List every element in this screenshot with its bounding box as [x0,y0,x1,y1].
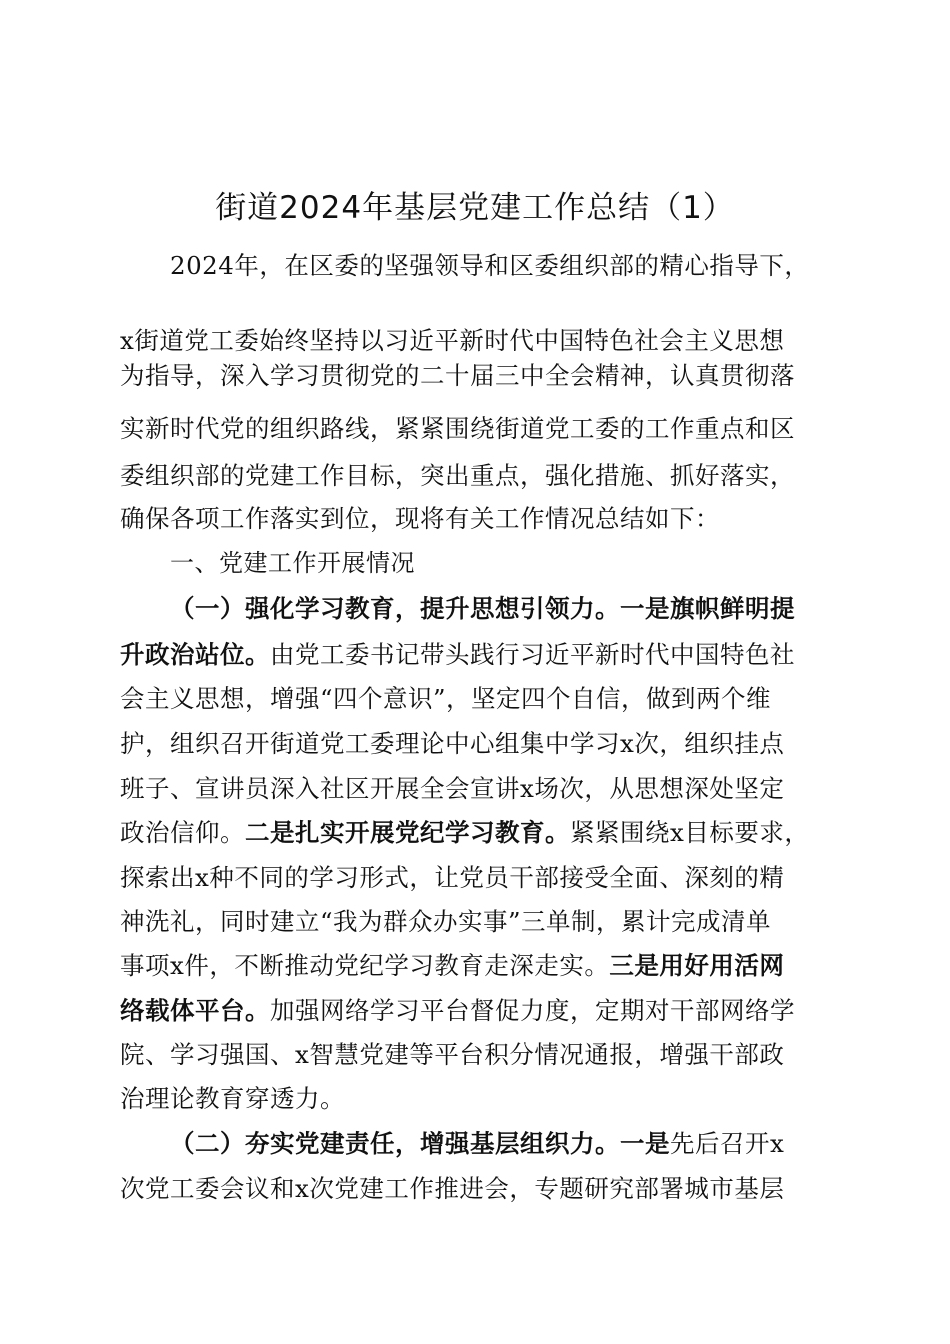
paragraph-1-line-1 [170,586,820,632]
text-run: 加强网络学习平台督促力度，定期对干部网络学 [270,996,795,1025]
text-run: 紧紧围绕x目标要求， [570,818,810,847]
paragraph-1-line-5: 班子、宣讲员深入社区开展全会宣讲x场次，从思想深处坚定 [120,774,785,803]
text-run: 事项x件，不断推动党纪学习教育走深走实。 [120,951,610,980]
intro-line-3: 为指导，深入学习贯彻党的二十届三中全会精神，认真贯彻落 [120,361,795,390]
paragraph-1-line-4: 护，组织召开街道党工委理论中心组集中学习x次，组织挂点 [120,729,785,758]
bold-run: 二是扎实开展党纪学习教育。 [245,818,570,847]
paragraph-1-line-2 [120,632,820,678]
paragraph-1-line-11: 院、学习强国、x智慧党建等平台积分情况通报，增强干部政 [120,1040,785,1069]
bold-run: （二）夯实党建责任，增强基层组织力。一是 [170,1129,670,1158]
paragraph-2-line-1 [170,1121,820,1167]
bold-run: 升政治站位。 [120,640,270,669]
paragraph-1-line-10 [120,988,820,1034]
paragraph-1-line-3: 会主义思想，增强“四个意识”，坚定四个自信，做到两个维 [120,684,772,713]
paragraph-1-line-12: 治理论教育穿透力。 [120,1084,345,1113]
section-heading-1: 一、党建工作开展情况 [170,549,415,577]
bold-run: （一）强化学习教育，提升思想引领力。一是旗帜鲜明提 [170,594,795,623]
intro-line-2: x街道党工委始终坚持以习近平新时代中国特色社会主义思想 [120,326,785,355]
bold-run: 络载体平台。 [120,996,270,1025]
text-run: 先后召开x [670,1129,785,1158]
paragraph-1-line-9 [120,943,820,989]
text-run: 政治信仰。 [120,818,245,847]
document-title: 街道2024年基层党建工作总结（1） [215,190,735,226]
intro-line-1: 2024年，在区委的坚强领导和区委组织部的精心指导下， [170,251,810,280]
bold-run: 三是用好用活网 [609,951,785,980]
intro-line-4: 实新时代党的组织路线，紧紧围绕街道党工委的工作重点和区 [120,414,795,443]
text-run: 由党工委书记带头践行习近平新时代中国特色社 [270,640,795,669]
paragraph-2-line-2: 次党工委会议和x次党建工作推进会，专题研究部署城市基层 [120,1174,785,1203]
paragraph-1-line-6 [120,810,820,856]
paragraph-1-line-7: 探索出x种不同的学习形式，让党员干部接受全面、深刻的精 [120,863,785,892]
intro-line-6: 确保各项工作落实到位，现将有关工作情况总结如下： [120,504,720,533]
paragraph-1-line-8: 神洗礼，同时建立“我为群众办实事”三单制，累计完成清单 [120,907,772,936]
intro-line-5: 委组织部的党建工作目标，突出重点，强化措施、抓好落实， [120,461,795,490]
